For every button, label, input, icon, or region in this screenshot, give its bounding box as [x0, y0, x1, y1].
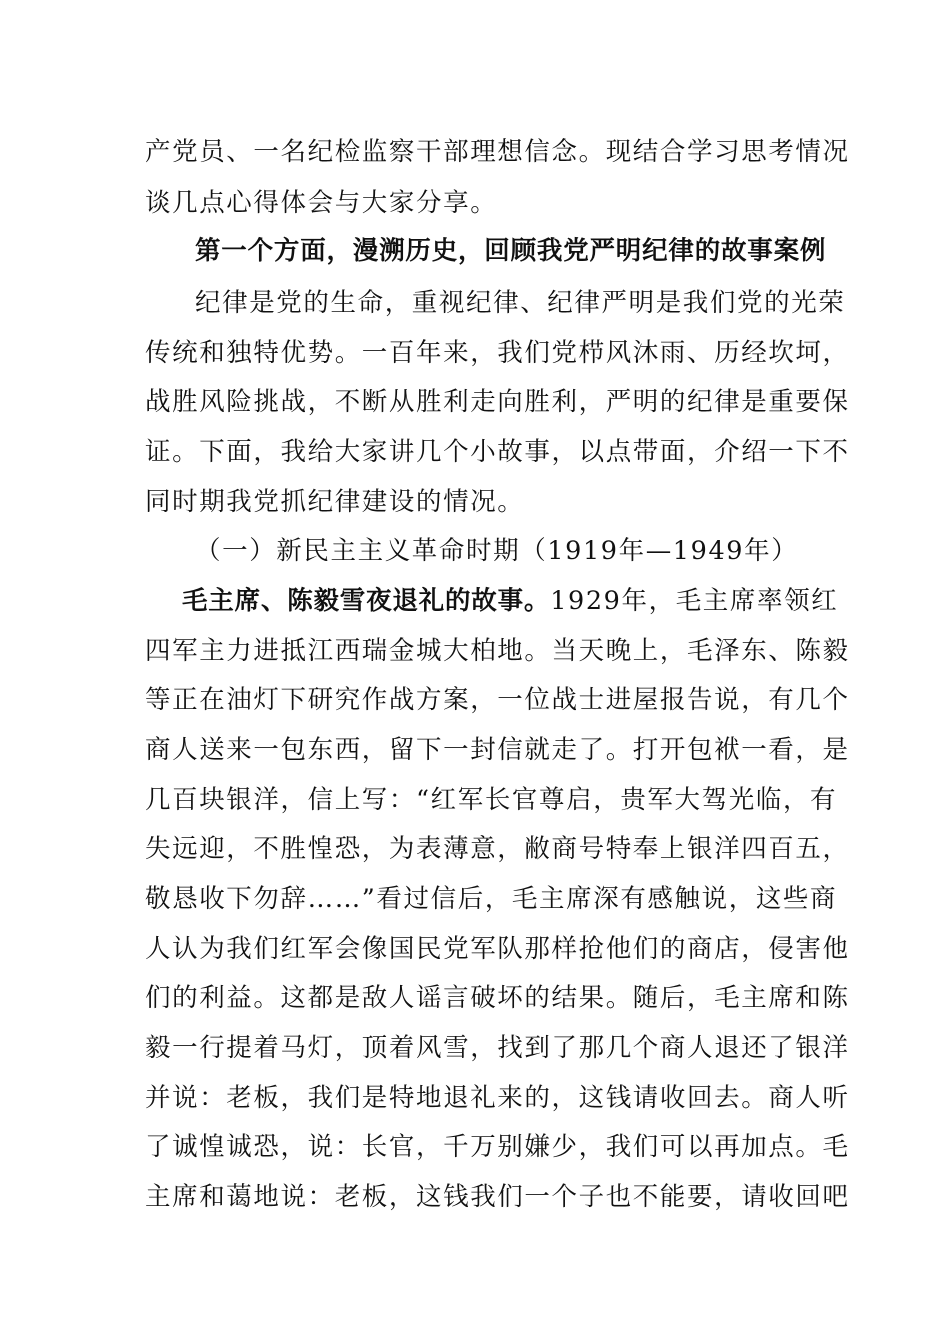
paragraph-line: 了诚惶诚恐，说：长官，千万别嫌少，我们可以再加点。毛 — [145, 1132, 850, 1162]
paragraph-line: 失远迎，不胜惶恐，为表薄意，敝商号特奉上银洋四百五， — [145, 834, 850, 864]
paragraph-line: 等正在油灯下研究作战方案，一位战士进屋报告说，有几个 — [145, 685, 850, 715]
paragraph-line: 证。下面，我给大家讲几个小故事，以点带面，介绍一下不 — [145, 437, 850, 467]
story-title-line — [182, 585, 838, 617]
paragraph-line: 产党员、一名纪检监察干部理想信念。现结合学习思考情况 — [145, 137, 850, 167]
story-title: 毛主席、陈毅雪夜退礼的故事。 — [182, 586, 551, 616]
paragraph-line: 谈几点心得体会与大家分享。 — [145, 188, 498, 218]
paragraph-line: 人认为我们红军会像国民党军队那样抢他们的商店，侵害他 — [145, 934, 850, 964]
paragraph-line: 主席和蔼地说：老板，这钱我们一个子也不能要，请收回吧 — [145, 1182, 850, 1212]
paragraph-line: 敬恳收下勿辞……”看过信后，毛主席深有感触说，这些商 — [145, 884, 838, 914]
paragraph-line: 商人送来一包东西，留下一封信就走了。打开包袱一看，是 — [145, 735, 850, 765]
paragraph-line: 四军主力进抵江西瑞金城大柏地。当天晚上，毛泽东、陈毅 — [145, 636, 850, 666]
document-body — [145, 0, 850, 1344]
subsection-heading: （一）新民主主义革命时期（1919年—1949年） — [195, 536, 799, 566]
paragraph-line: 们的利益。这都是敌人谣言破坏的结果。随后，毛主席和陈 — [145, 983, 850, 1013]
paragraph-line: 同时期我党抓纪律建设的情况。 — [145, 487, 525, 517]
paragraph-line: 并说：老板，我们是特地退礼来的，这钱请收回去。商人听 — [145, 1083, 850, 1113]
paragraph-line: 毅一行提着马灯，顶着风雪，找到了那几个商人退还了银洋 — [145, 1033, 850, 1063]
section-heading: 第一个方面，漫溯历史，回顾我党严明纪律的故事案例 — [195, 236, 827, 266]
paragraph-line: 纪律是党的生命，重视纪律、纪律严明是我们党的光荣 — [195, 288, 846, 318]
paragraph-line: 几百块银洋，信上写：“红军长官尊启，贵军大驾光临，有 — [145, 785, 838, 815]
paragraph-line: 战胜风险挑战，不断从胜利走向胜利，严明的纪律是重要保 — [145, 387, 850, 417]
story-text: 1929年，毛主席率领红 — [550, 586, 839, 616]
paragraph-line: 传统和独特优势。一百年来，我们党栉风沐雨、历经坎坷， — [145, 338, 850, 368]
